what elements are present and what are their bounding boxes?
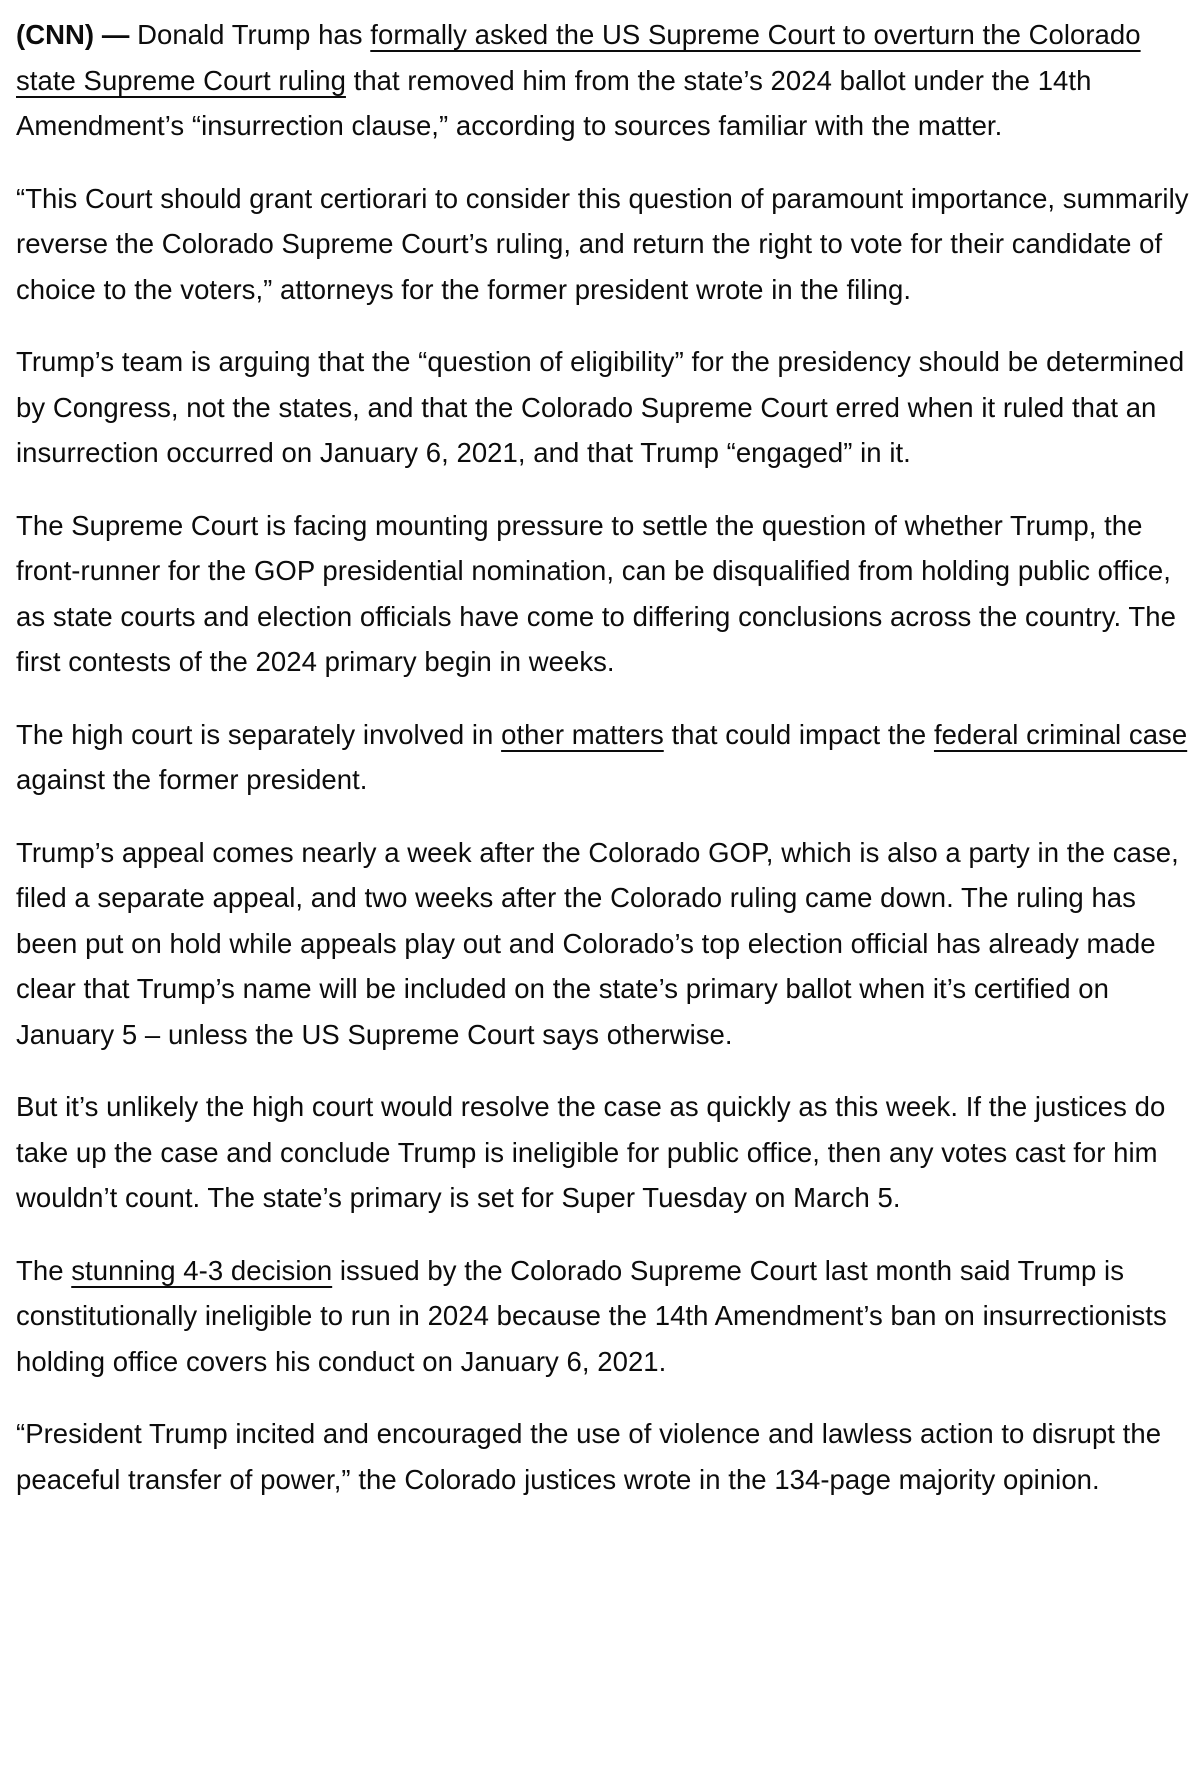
paragraph-5	[16, 712, 1194, 803]
paragraph-text: The high court is separately involved in	[16, 718, 502, 750]
paragraph-text: The	[16, 1254, 72, 1286]
article-body	[16, 12, 1194, 1529]
paragraph-6: Trump’s appeal comes nearly a week after the Colorado GOP, which is also a party in the case, filed a separate appeal, and two weeks after the Colorado ruling came down. The ruling has been put on hold while appeals play out and Colorado’s top election official has already made clear that Trump’s name will be included on the state’s primary ballot when it’s certified on January 5 – unless the US Supreme Court says otherwise.	[16, 836, 1179, 1050]
paragraph-4: The Supreme Court is facing mounting pressure to settle the question of whether Trump, the front-runner for the GOP presidential nomination, can be disqualified from holding public office, as state courts and election officials have come to differing conclusions across the country. The first contests of the 2024 primary begin in weeks.	[16, 509, 1176, 677]
dateline: (CNN) —	[16, 19, 130, 50]
paragraph-text: Donald Trump has	[129, 19, 371, 50]
stunning-decision-link[interactable]: stunning 4-3 decision	[71, 1254, 333, 1286]
paragraph-text: issued by the Colorado Supreme Court last month said Trump is constitutionally ineligible to run in 2024 because the 14th Amendment’s ban on insurrectionists holding office covers his conduct on January 6, 2021.	[16, 1254, 1167, 1377]
paragraph-7: But it’s unlikely the high court would resolve the case as quickly as this week. If the justices do take up the case and conclude Trump is ineligible for public office, then any votes cast for him wouldn’t count. The state’s primary is set for Super Tuesday on March 5.	[16, 1091, 1166, 1213]
supreme-court-appeal-link[interactable]: formally asked the US Supreme Court to overturn the Colorado state Supreme Court ruling	[16, 19, 1141, 96]
paragraph-text: that removed him from the state’s 2024 ballot under the 14th Amendment’s “insurrection clause,” according to sources familiar with the matter.	[16, 64, 1092, 141]
paragraph-3: Trump’s team is arguing that the “question of eligibility” for the presidency should be determined by Congress, not the states, and that the Colorado Supreme Court erred when it ruled that an insurrection occurred on January 6, 2021, and that Trump “engaged” in it.	[16, 346, 1185, 468]
paragraph-8	[16, 1248, 1194, 1385]
federal-criminal-case-link[interactable]: federal criminal case	[933, 718, 1188, 750]
paragraph-1	[16, 12, 1194, 149]
paragraph-text: that could impact the	[663, 718, 934, 750]
paragraph-text: against the former president.	[16, 764, 368, 795]
other-matters-link[interactable]: other matters	[501, 718, 664, 750]
paragraph-2: “This Court should grant certiorari to consider this question of paramount importance, summarily reverse the Colorado Supreme Court’s ruling, and return the right to vote for their candidate of choice to the voters,” attorneys for the former president wrote in the filing.	[16, 182, 1189, 305]
paragraph-9: “President Trump incited and encouraged the use of violence and lawless action to disrupt the peaceful transfer of power,” the Colorado justices wrote in the 134-page majority opinion.	[16, 1418, 1162, 1495]
